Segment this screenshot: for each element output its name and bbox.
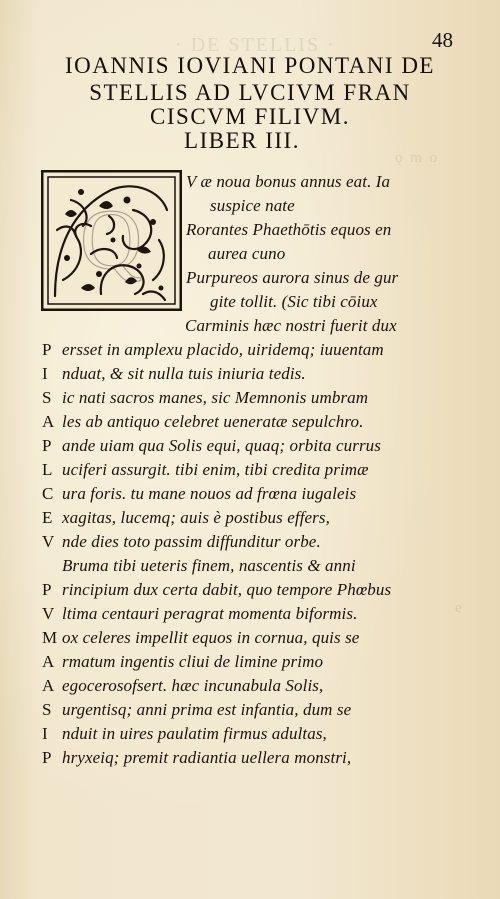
verse-line: P ersset in amplexu placido, uiridemq; iuuentam [42, 340, 384, 359]
verse-line: M ox celeres impellit equos in cornua, quis se [42, 628, 360, 647]
verse-line: V æ noua bonus annus eat. Ia [186, 172, 391, 191]
verse-line: L uciferi assurgit. tibi enim, tibi credita primæ [42, 460, 369, 479]
decorated-initial-woodcut-icon [41, 170, 182, 311]
book-number-heading: LIBER III. [184, 128, 300, 153]
verse-line: Bruma tibi ueteris finem, nascentis & anni [62, 556, 356, 575]
verse-capital: S [42, 388, 52, 407]
verse-line: P rincipium dux certa dabit, quo tempore Phœbus [42, 580, 392, 599]
verse-line: I nduat, & sit nulla tuis iniuria tedis. [42, 364, 306, 383]
verse-line: P hryxeiq; premit radiantia uellera monstri, [42, 748, 352, 767]
verse-line: Purpureos aurora sinus de gur [186, 268, 399, 287]
verse-capital: S [42, 700, 52, 719]
verse-line: S ic nati sacros manes, sic Memnonis umbram [42, 388, 369, 407]
verse-capital: P [42, 748, 52, 767]
verse-capital: A [42, 652, 55, 671]
verse-capital: I [42, 364, 48, 383]
verse-capital: A [42, 676, 55, 695]
verse-line: Carminis hæc nostri fuerit dux [185, 316, 397, 335]
page-number: 48 [432, 28, 453, 52]
verse-line: P ande uiam qua Solis equi, quaq; orbita currus [42, 436, 381, 455]
show-through-text: · DE STELLIS · [175, 34, 336, 56]
verse-capital: P [42, 436, 52, 455]
verse-line: A rmatum ingentis cliui de limine primo [42, 652, 324, 671]
verse-line: C ura foris. tu mane nouos ad frœna iugaleis [42, 484, 357, 503]
verse-line: S urgentisq; anni prima est infantia, dum se [42, 700, 352, 719]
verse-line: suspice nate [210, 196, 295, 215]
verse-capital: P [42, 580, 52, 599]
verse-line: A egocerosofsert. hæc incunabula Solis, [42, 676, 324, 695]
verse-capital: V [42, 604, 55, 623]
verse-capital: A [42, 412, 55, 431]
verse-capital: I [42, 724, 48, 743]
title-line-3: CISCVM FILIVM. [150, 104, 350, 129]
verse-capital: C [42, 484, 54, 503]
show-through-text: ǫ m o [395, 150, 440, 166]
verse-line: Rorantes Phaethōtis equos en [186, 220, 392, 239]
verse-capital: P [42, 340, 52, 359]
show-through-text: e [455, 600, 464, 616]
verse-line: E xagitas, lucemq; auis è postibus effers, [42, 508, 330, 527]
verse-line: aurea cuno [208, 244, 286, 263]
verse-line: gite tollit. (Sic tibi cōiux [210, 292, 378, 311]
verse-capital: L [42, 460, 53, 479]
verse-capital: V [42, 532, 55, 551]
verse-line: V nde dies toto passim diffunditur orbe. [42, 532, 321, 551]
verse-line: I nduit in uires paulatim firmus adultas, [42, 724, 327, 743]
verse-capital: M [42, 628, 58, 647]
verse-capital: E [42, 508, 53, 527]
title-line-2: STELLIS AD LVCIVM FRAN [89, 80, 411, 105]
verse-line: A les ab antiquo celebret ueneratæ sepulchro. [42, 412, 364, 431]
title-line-1: IOANNIS IOVIANI PONTANI DE [65, 53, 435, 78]
initial-letter: Q [79, 191, 143, 287]
verse-line: V ltima centauri peragrat momenta biformis. [42, 604, 358, 623]
